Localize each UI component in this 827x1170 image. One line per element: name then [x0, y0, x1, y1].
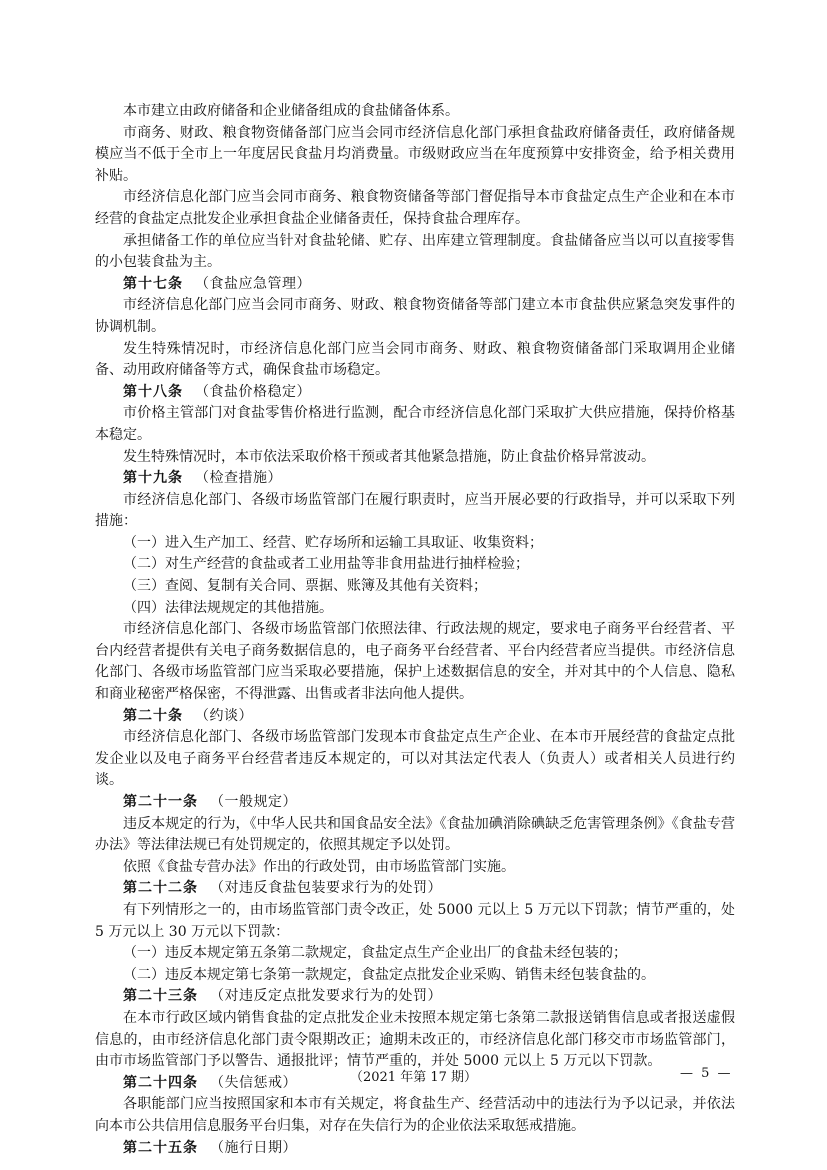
body-paragraph: 市经济信息化部门应当会同市商务、粮食物资储备等部门督促指导本市食盐定点生产企业和在本市经营的食盐定点批发企业承担食盐企业储备责任，保持食盐合理库存。: [95, 189, 735, 227]
article-heading: [95, 1138, 735, 1160]
list-item: （二）对生产经营的食盐或者工业用盐等非食用盐进行抽样检验；: [123, 556, 529, 573]
article-number: 第二十四条: [123, 1074, 198, 1091]
article-number: 第二十二条: [123, 880, 198, 897]
article-heading: [95, 468, 735, 490]
article-subject: （检查措施）: [195, 470, 282, 487]
article-heading: [95, 792, 735, 814]
body-paragraph: 承担储备工作的单位应当针对食盐轮储、贮存、出库建立管理制度。食盐储备应当以可以直接零售的小包装食盐为主。: [95, 232, 735, 271]
list-item: （四）法律法规规定的其他措施。: [123, 599, 333, 616]
body-paragraph: 市经济信息化部门应当会同市商务、财政、粮食物资储备等部门建立本市食盐供应紧急突发事件的协调机制。: [95, 297, 735, 335]
article-subject: （对违反食盐包装要求行为的处罚）: [210, 880, 442, 897]
list-item: （三）查阅、复制有关合同、票据、账簿及其他有关资料；: [123, 578, 487, 595]
body-paragraph: 在本市行政区域内销售食盐的定点批发企业未按照本规定第七条第二款报送销售信息或者报送虚假信息的，由市经济信息化部门责令限期改正；逾期未改正的，市经济信息化部门移交市市场监管部门，由市市场监管部门予以警告、通报批评；情节严重的，并处 5000 元以上 5 万元以下罚款。: [95, 1009, 735, 1070]
body-paragraph: 市经济信息化部门、各级市场监管部门依照法律、行政法规的规定，要求电子商务平台经营者、平台内经营者提供有关电子商务数据信息的，电子商务平台经营者、平台内经营者应当提供。市经济信息化部门、各级市场监管部门应当采取必要措施，保护上述数据信息的安全，并对其中的个人信息、隐私和商业秘密严格保密，不得泄露、出售或者非法向他人提供。: [95, 621, 735, 703]
article-number: 第二十五条: [123, 1139, 198, 1156]
body-paragraph: 市商务、财政、粮食物资储备部门应当会同市经济信息化部门承担食盐政府储备责任，政府储备规模应当不低于全市上一年度居民食盐月均消费量。市级财政应当在年度预算中安排资金，给予相关费用补贴。: [95, 124, 735, 184]
article-number: 第十九条: [123, 470, 183, 487]
body-paragraph: 市经济信息化部门、各级市场监管部门发现本市食盐定点生产企业、在本市开展经营的食盐定点批发企业以及电子商务平台经营者违反本规定的，可以对其法定代表人（负责人）或者相关人员进行约谈。: [95, 729, 735, 789]
list-item: （一）违反本规定第五条第二款规定，食盐定点生产企业出厂的食盐未经包装的；: [123, 945, 627, 962]
article-heading: [95, 706, 735, 728]
article-number: 第二十三条: [123, 988, 198, 1005]
page-number: — 5 —: [680, 1066, 733, 1081]
body-paragraph: 发生特殊情况时，市经济信息化部门应当会同市商务、财政、粮食物资储备部门采取调用企业储备、动用政府储备等方式，确保食盐市场稳定。: [95, 340, 735, 379]
article-heading: [95, 382, 735, 404]
body-paragraph: 各职能部门应当按照国家和本市有关规定，将食盐生产、经营活动中的违法行为予以记录，并依法向本市公共信用信息服务平台归集，对存在失信行为的企业依法采取惩戒措施。: [95, 1096, 735, 1134]
body-paragraph: 发生特殊情况时，本市依法采取价格干预或者其他紧急措施，防止食盐价格异常波动。: [123, 448, 655, 465]
article-number: 第二十条: [123, 707, 183, 724]
article-heading: [95, 986, 735, 1008]
article-subject: （食盐价格稳定）: [195, 383, 311, 400]
list-item: （二）违反本规定第七条第一款规定，食盐定点批发企业采购、销售未经包装食盐的。: [123, 966, 655, 983]
body-paragraph: 依照《食盐专营办法》作出的行政处罚，由市场监管部门实施。: [123, 858, 515, 875]
article-number: 第十八条: [123, 383, 183, 400]
article-subject: （食盐应急管理）: [195, 275, 311, 292]
body-paragraph: 违反本规定的行为，《中华人民共和国食品安全法》《食盐加碘消除碘缺乏危害管理条例》《食盐专营办法》等法律法规已有处罚规定的，依照其规定予以处罚。: [95, 815, 735, 854]
article-heading: [95, 274, 735, 296]
document-body: [95, 101, 735, 1159]
article-subject: （对违反定点批发要求行为的处罚）: [210, 988, 442, 1005]
article-subject: （一般规定）: [210, 794, 297, 810]
issue-label: （2021 年第 17 期）: [349, 1070, 478, 1085]
list-item: （一）进入生产加工、经营、贮存场所和运输工具取证、收集资料；: [123, 534, 543, 551]
body-paragraph: 市价格主管部门对食盐零售价格进行监测，配合市经济信息化部门采取扩大供应措施，保持价格基本稳定。: [95, 405, 735, 443]
article-number: 第二十一条: [123, 794, 198, 810]
body-paragraph: 本市建立由政府储备和企业储备组成的食盐储备体系。: [123, 103, 459, 119]
article-subject: （约谈）: [195, 707, 253, 724]
body-paragraph: 有下列情形之一的，由市场监管部门责令改正，处 5000 元以上 5 万元以下罚款；情节严重的，处 5 万元以上 30 万元以下罚款：: [95, 901, 735, 940]
article-subject: （施行日期）: [210, 1139, 297, 1156]
article-number: 第十七条: [123, 275, 183, 292]
article-subject: （失信惩戒）: [210, 1074, 297, 1091]
body-paragraph: 市经济信息化部门、各级市场监管部门在履行职责时，应当开展必要的行政指导，并可以采取下列措施：: [95, 491, 735, 530]
article-heading: [95, 878, 735, 900]
